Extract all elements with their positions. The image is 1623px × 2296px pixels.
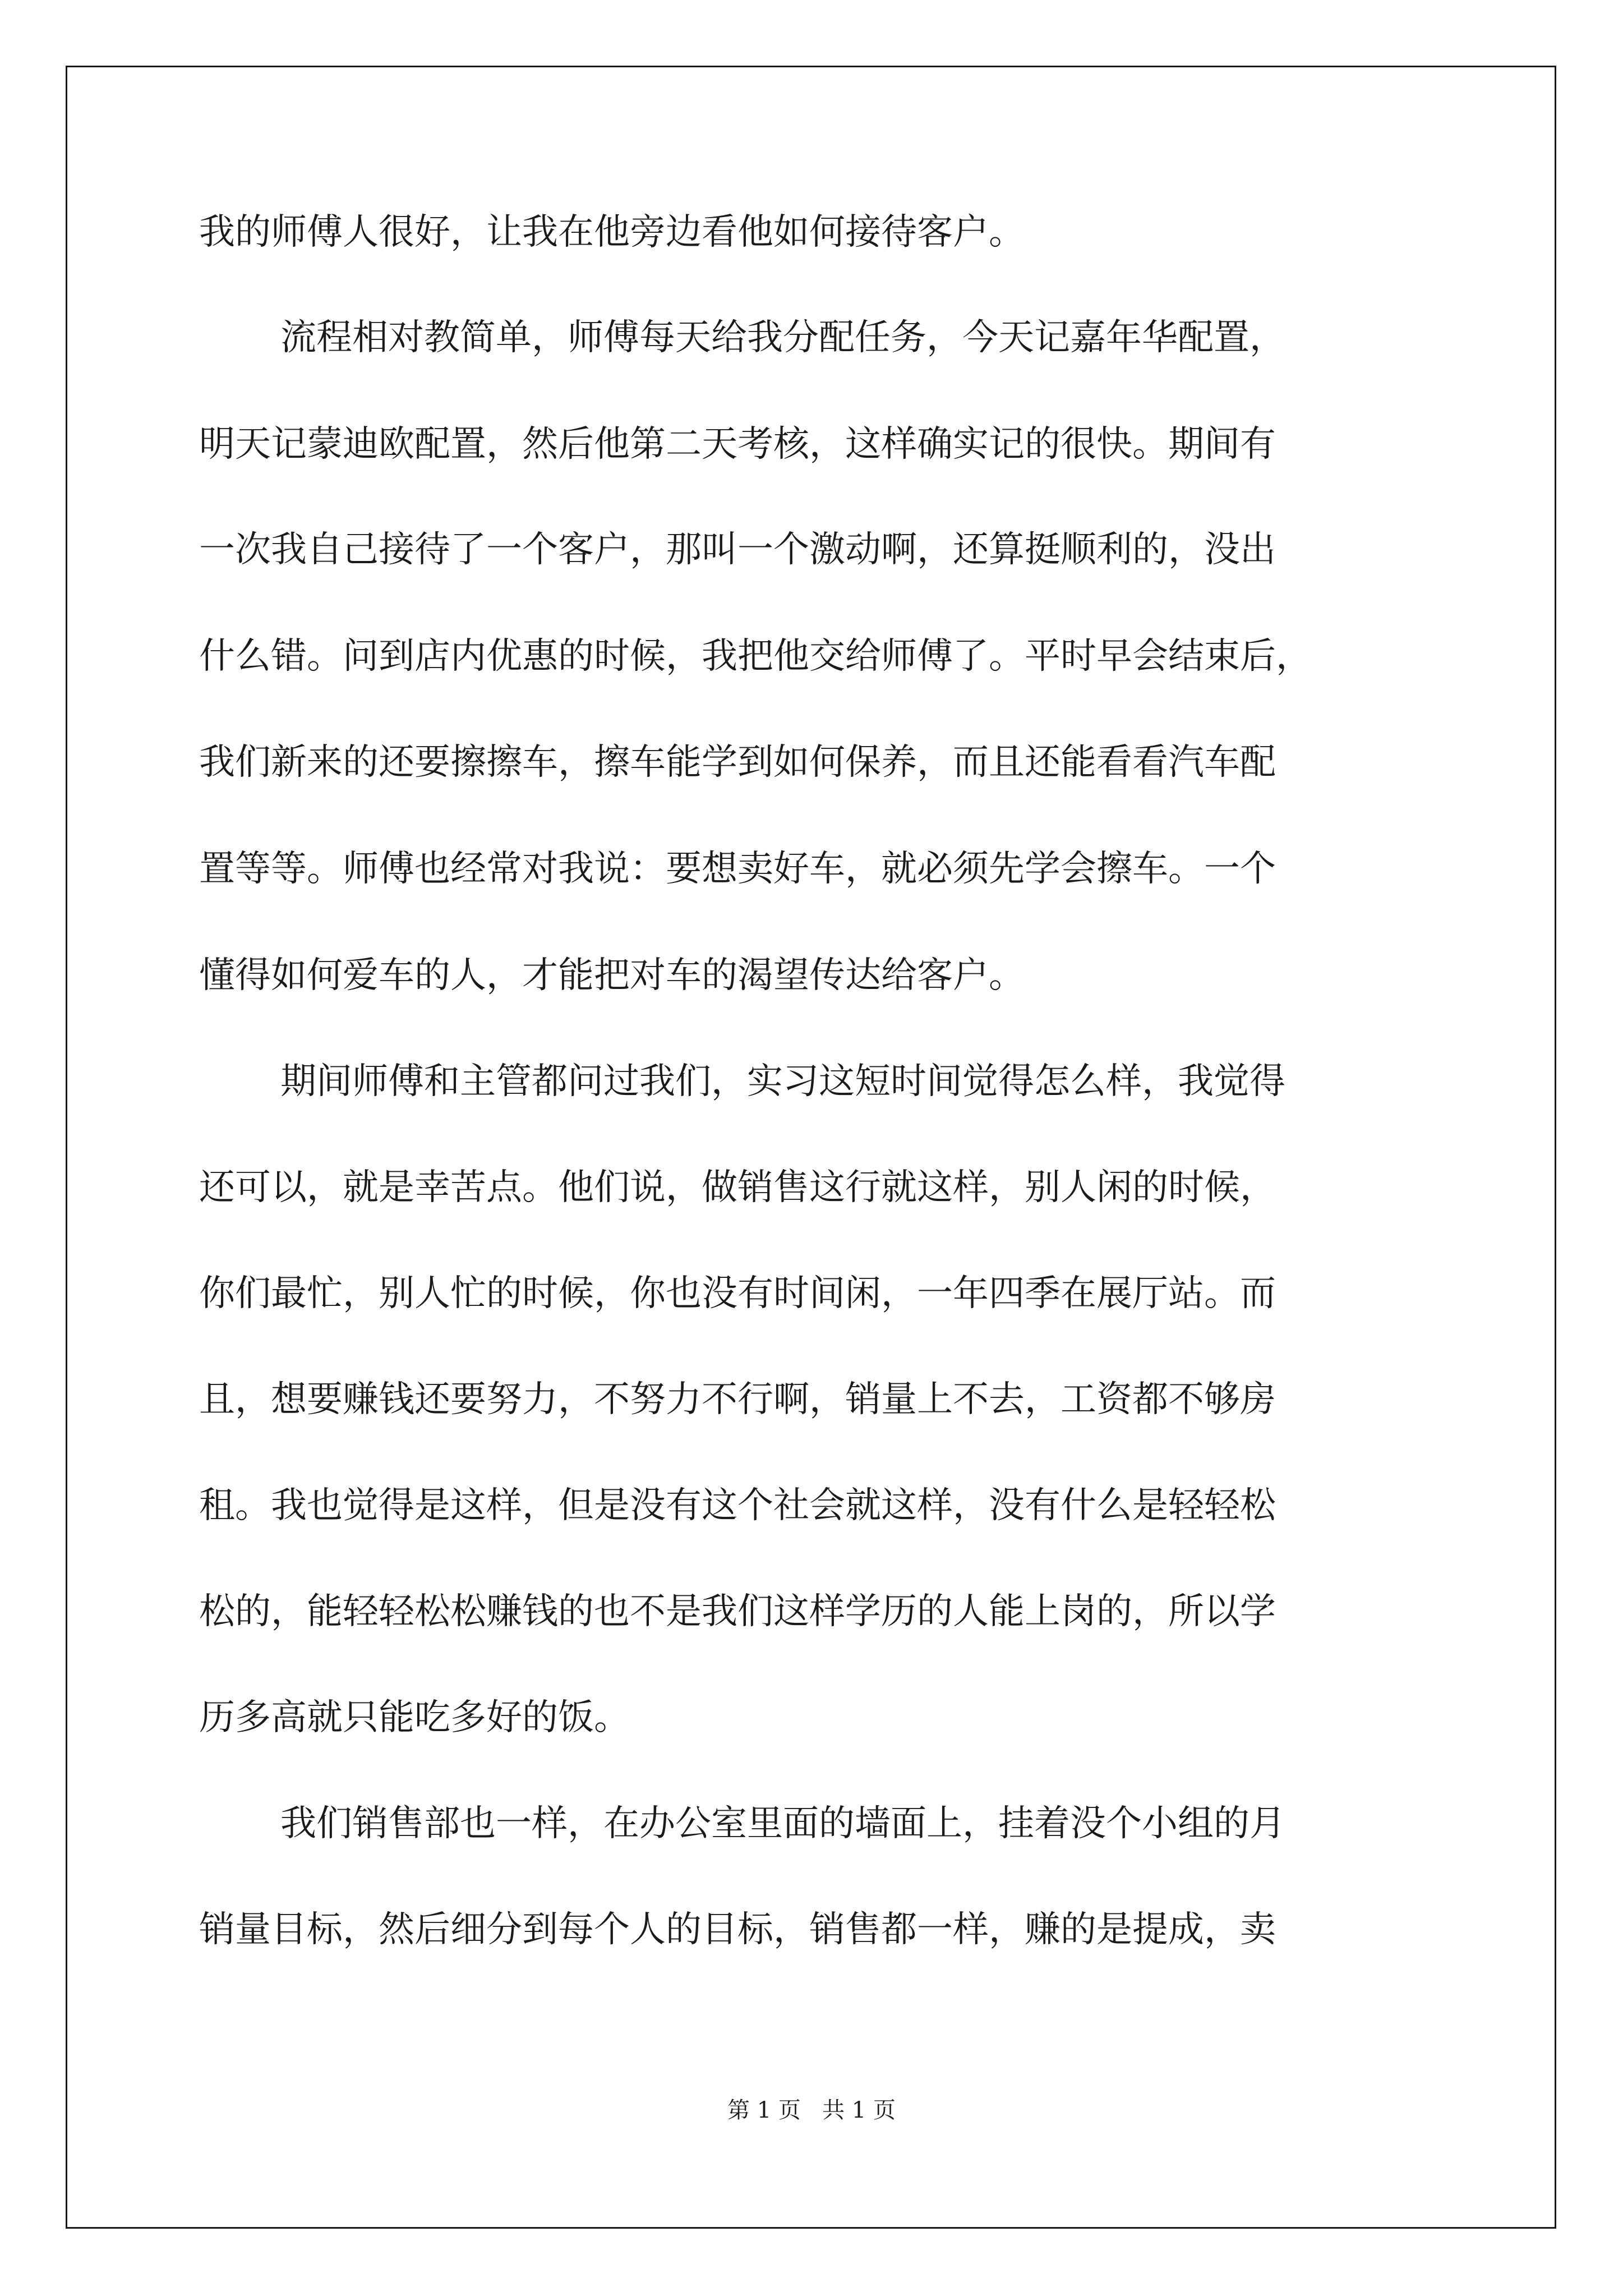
text-line: 一次我自己接待了一个客户，那叫一个激动啊，还算挺顺利的，没出: [199, 529, 1276, 570]
text-line: 明天记蒙迪欧配置，然后他第二天考核，这样确实记的很快。期间有: [199, 424, 1276, 465]
text-line: 流程相对教简单，师傅每天给我分配任务，今天记嘉年华配置，: [280, 317, 1285, 358]
text-line: 期间师傅和主管都问过我们，实习这短时间觉得怎么样，我觉得: [280, 1061, 1285, 1102]
page-border: [66, 66, 1556, 2229]
text-line: 销量目标，然后细分到每个人的目标，销售都一样，赚的是提成，卖: [199, 1909, 1276, 1950]
text-line: 租。我也觉得是这样，但是没有这个社会就这样，没有什么是轻轻松: [199, 1485, 1276, 1526]
text-line: 且，想要赚钱还要努力，不努力不行啊，销量上不去，工资都不够房: [199, 1379, 1276, 1420]
text-line: 什么错。问到店内优惠的时候，我把他交给师傅了。平时早会结束后，: [199, 636, 1312, 677]
text-line: 还可以，就是幸苦点。他们说，做销售这行就这样，别人闲的时候，: [199, 1167, 1276, 1208]
text-line: 我们销售部也一样，在办公室里面的墙面上，挂着没个小组的月: [280, 1803, 1285, 1844]
text-line: 松的，能轻轻松松赚钱的也不是我们这样学历的人能上岗的，所以学: [199, 1591, 1276, 1632]
text-line: 我们新来的还要擦擦车，擦车能学到如何保养，而且还能看看汽车配: [199, 742, 1276, 783]
text-line: 懂得如何爱车的人，才能把对车的渴望传达给客户。: [199, 955, 1025, 996]
text-line: 历多高就只能吃多好的饭。: [199, 1697, 630, 1738]
text-line: 置等等。师傅也经常对我说：要想卖好车，就必须先学会擦车。一个: [199, 848, 1276, 890]
page-footer: 第 1 页 共 1 页: [727, 2097, 896, 2123]
text-line: 你们最忙，别人忙的时候，你也没有时间闲，一年四季在展厅站。而: [199, 1273, 1276, 1314]
text-line: 我的师傅人很好，让我在他旁边看他如何接待客户。: [199, 211, 1025, 253]
